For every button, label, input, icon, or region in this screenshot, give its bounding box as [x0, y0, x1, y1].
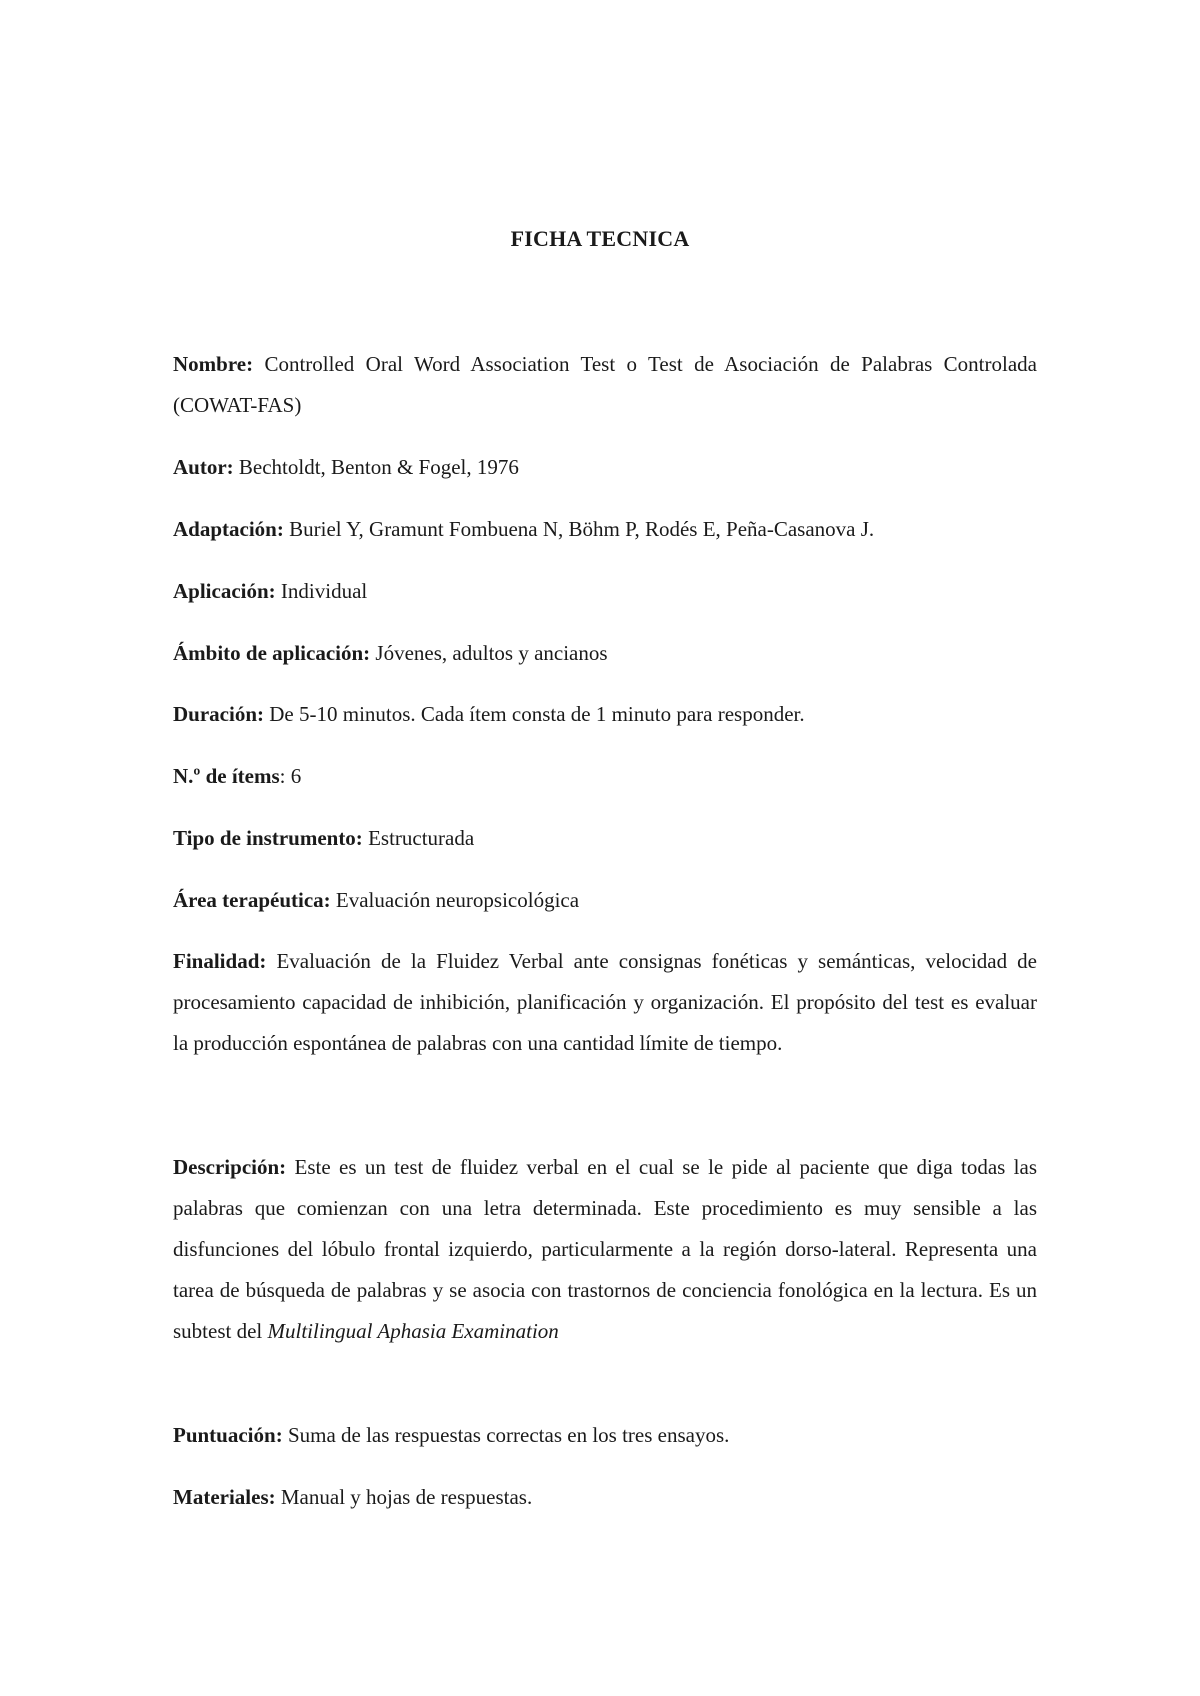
field-value: Jóvenes, adultos y ancianos: [375, 641, 608, 665]
field-area: [173, 880, 1037, 921]
field-finalidad: [173, 941, 1037, 1064]
field-puntuacion: [173, 1415, 1037, 1456]
field-descripcion: [173, 1147, 1037, 1352]
field-label: Nombre:: [173, 352, 254, 376]
field-label: Autor:: [173, 455, 234, 479]
field-value: Buriel Y, Gramunt Fombuena N, Böhm P, Rodés E, Peña-Casanova J.: [289, 517, 875, 541]
field-label: Finalidad:: [173, 949, 267, 973]
field-label: Aplicación:: [173, 579, 276, 603]
field-value: Estructurada: [368, 826, 475, 850]
field-value: Individual: [280, 579, 368, 603]
field-aplicacion: [173, 571, 1037, 612]
field-label: Duración:: [173, 702, 264, 726]
field-label: Tipo de instrumento:: [173, 826, 363, 850]
field-duracion: [173, 694, 1037, 735]
field-value: Bechtoldt, Benton & Fogel, 1976: [238, 455, 519, 479]
field-label: Adaptación:: [173, 517, 284, 541]
field-value: Evaluación de la Fluidez Verbal ante consignas fonéticas y semánticas, velocidad de procesamiento capacidad de inhibición, planificación y organización. El propósito del test es evaluar la producción espontánea de palabras con una cantidad límite de tiempo.: [173, 949, 1038, 1055]
field-autor: [173, 447, 1037, 488]
field-value: Manual y hojas de respuestas.: [280, 1485, 533, 1509]
field-materiales: [173, 1477, 1037, 1518]
field-value: : 6: [279, 764, 302, 788]
field-label: Descripción:: [173, 1155, 287, 1179]
field-label: Puntuación:: [173, 1423, 283, 1447]
field-label: Materiales:: [173, 1485, 276, 1509]
field-items: [173, 756, 1037, 797]
field-tipo: [173, 818, 1037, 859]
field-nombre: [173, 344, 1037, 426]
field-value: Controlled Oral Word Association Test o Test de Asociación de Palabras Controlada (COWAT-FAS): [173, 352, 1037, 417]
field-value: De 5-10 minutos. Cada ítem consta de 1 minuto para responder.: [269, 702, 805, 726]
field-value-italic: Multilingual Aphasia Examination: [267, 1319, 559, 1343]
field-value: Suma de las respuestas correctas en los tres ensayos.: [287, 1423, 730, 1447]
field-label: Ámbito de aplicación:: [173, 641, 371, 665]
document-title: FICHA TECNICA: [510, 226, 690, 251]
field-value: Evaluación neuropsicológica: [335, 888, 580, 912]
field-value: Este es un test de fluidez verbal en el cual se le pide al paciente que diga todas las palabras que comienzan con una letra determinada. Este procedimiento es muy sensible a las disfunciones del lóbulo frontal izquierdo, particularmente a la región dorso-lateral. Representa una tarea de búsqueda de palabras y se asocia con trastornos de conciencia fonológica en la lectura. Es un subtest del: [173, 1155, 1037, 1343]
field-label: N.º de ítems: [173, 764, 280, 788]
field-label: Área terapéutica:: [173, 888, 331, 912]
field-adaptacion: [173, 509, 1037, 550]
field-ambito: [173, 633, 1037, 674]
